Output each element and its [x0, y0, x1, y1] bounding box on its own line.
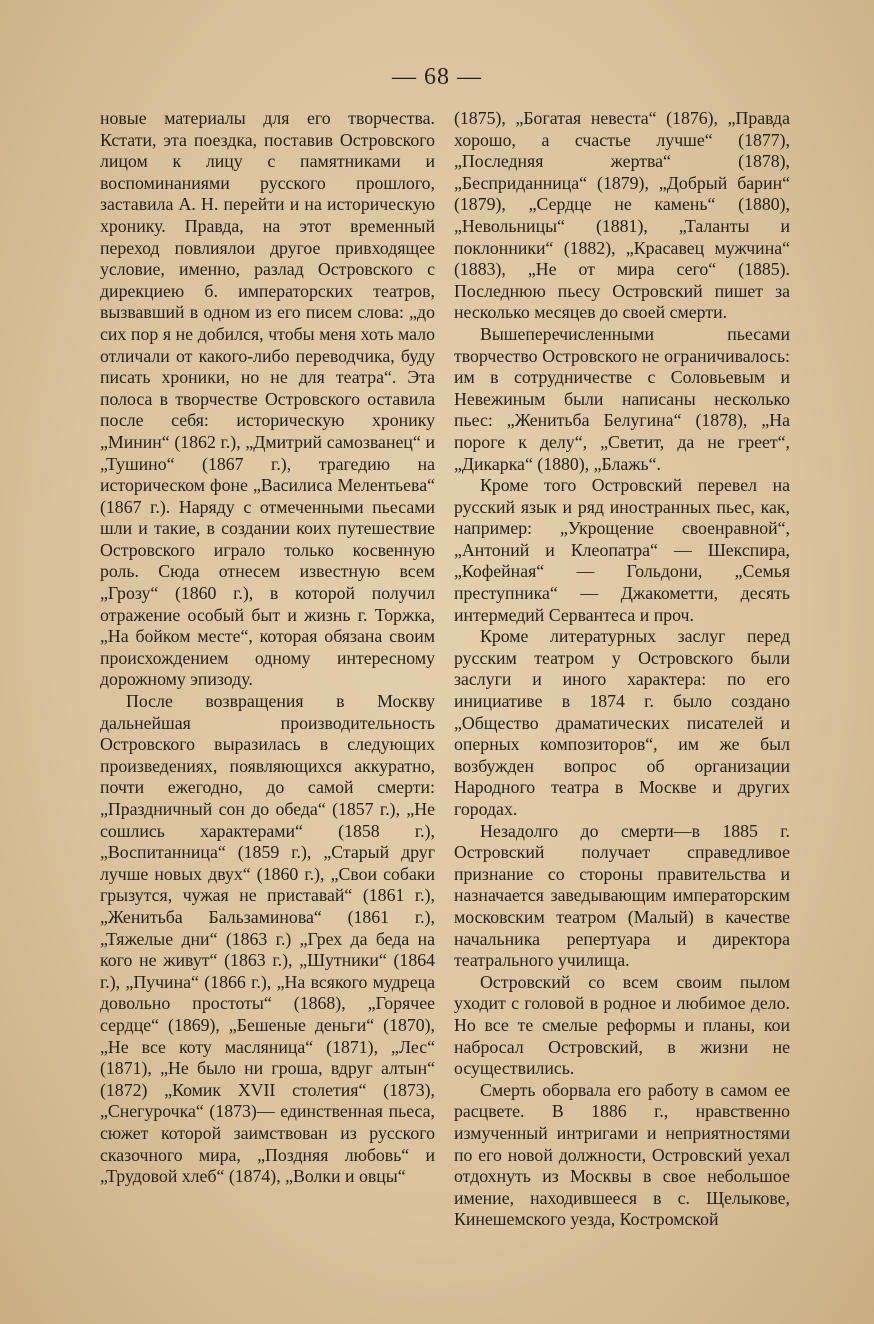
left-column	[100, 108, 435, 1258]
page-number: — 68 —	[392, 64, 482, 90]
paragraph: (1875), „Богатая невеста“ (1876), „Правда хорошо, а счастье лучше“ (1877), „Последняя жертва“ (1878), „Бесприданница“ (1879), „Добрый барин“ (1879), „Сердце не камень“ (1880), „Невольницы“ (1881), „Таланты и поклонники“ (1882), „Красавец мужчина“ (1883), „Не от мира сего“ (1885). Последнюю пьесу Островский пишет за несколько месяцев до своей смерти.	[454, 108, 790, 323]
paragraph: Кроме того Островский перевел на русский язык и ряд иностранных пьес, как, например: „Укрощение своенравной“, „Антоний и Клеопатра“ — Шекспира, „Кофейная“ — Гольдони, „Семья преступника“ — Джакометти, десять интермедий Сервантеса и проч.	[454, 475, 790, 625]
paragraph: Кроме литературных заслуг перед русским театром у Островского были заслуги и иного характера: по его инициативе в 1874 г. было создано „Общество драматических писателей и оперных композиторов“, им же был возбужден вопрос об организации Народного театра в Москве и других городах.	[454, 626, 790, 819]
right-column	[454, 108, 790, 1258]
paragraph: Вышеперечисленными пьесами творчество Островского не ограничивалось: им в сотрудничестве с Соловьевым и Невежиным были написаны несколько пьес: „Женитьба Белугина“ (1878), „На пороге к делу“, „Светит, да не греет“, „Дикарка“ (1880), „Блажь“.	[454, 323, 790, 474]
paragraph: После возвращения в Москву дальнейшая производительность Островского выразилась в следующих произведениях, появляющихся аккуратно, почти ежегодно, до самой смерти: „Праздничный сон до обеда“ (1857 г.), „Не сошлись характерами“ (1858 г.), „Воспитанница“ (1859 г.), „Старый друг лучше новых двух“ (1860 г.), „Свои собаки грызутся, чужая не приставай“ (1861 г.), „Женитьба Бальзаминова“ (1861 г.), „Тяжелые дни“ (1863 г.) „Грех да беда на кого не живут“ (1863 г.), „Шутники“ (1864 г.), „Пучина“ (1866 г.), „На всякого мудреца довольно простоты“ (1868), „Горячее сердце“ (1869), „Бешеные деньги“ (1870), „Не все коту масляница“ (1871), „Лес“ (1871), „Не было ни гроша, вдруг алтын“ (1872) „Комик XVII столетия“ (1873), „Снегурочка“ (1873)— единственная пьеса, сюжет которой заимствован из русского сказочного мира, „Поздняя любовь“ и „Трудовой хлеб“ (1874), „Волки и овцы“	[100, 691, 435, 1187]
paragraph: Островский со всем своим пылом уходит с головой в родное и любимое дело. Но все те смелые реформы и планы, кои набросал Островский, в жизни не осуществились.	[454, 971, 790, 1079]
paragraph: новые материалы для его творчества. Кстати, эта поездка, поставив Островского лицом к лицу с памятниками и воспоминаниями русского прошлого, заставила А. Н. перейти и на историческую хронику. Правда, на этот временный переход повлиялои другое привходящее условие, именно, разлад Островского с дирекциею б. императорских театров, вызвавший в одном из его писем слова: „до сих пор я не добился, чтобы меня хоть мало отличали от какого-либо переводчика, буду писать хроники, но не для театра“. Эта полоса в творчестве Островского оставила после себя: историческую хронику „Минин“ (1862 г.), „Дмитрий самозванец“ и „Тушино“ (1867 г.), трагедию на историческом фоне „Василиса Мелентьева“ (1867 г.). Наряду с отмеченными пьесами шли и такие, в создании коих путешествие Островского играло только косвенную роль. Сюда отнесем известную всем „Грозу“ (1860 г.), в которой получил отражение особый быт и жизнь г. Торжка, „На бойком месте“, которая обязана своим происхождением одному интересному дорожному эпизоду.	[100, 108, 435, 690]
paragraph: Незадолго до смерти—в 1885 г. Островский получает справедливое признание со стороны правительства и назначается заведывающим императорским московским театром (Малый) в качестве начальника репертуара и директора театрального училища.	[454, 820, 790, 971]
paragraph: Смерть оборвала его работу в самом ее расцвете. В 1886 г., нравственно измученный интригами и неприятностями по его новой должности, Островский уехал отдохнуть из Москвы в свое небольшое имение, находившееся в с. Щелыкове, Кинешемского уезда, Костромской	[454, 1079, 790, 1230]
